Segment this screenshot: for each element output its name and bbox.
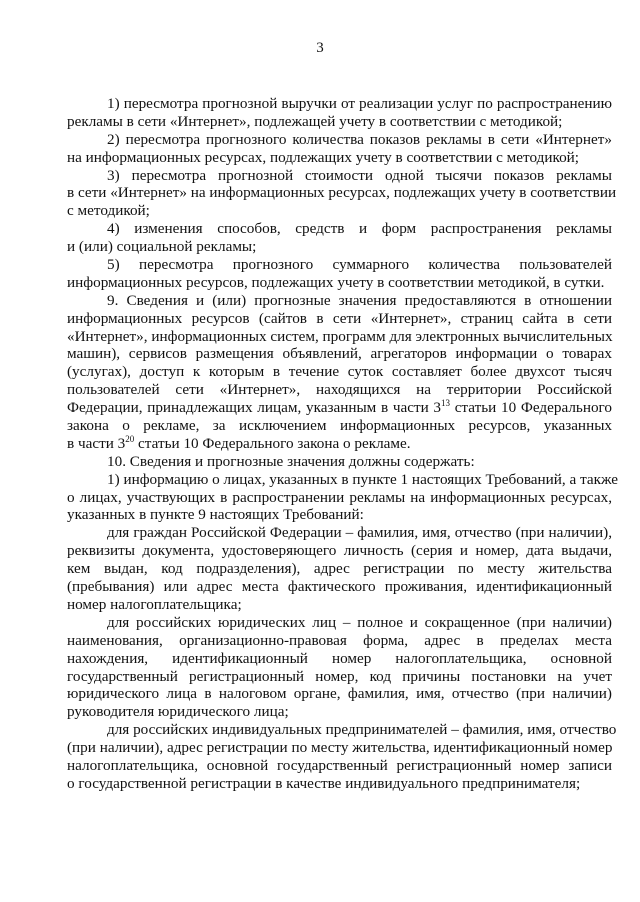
text-line-content: государственный регистрационный номер, код причины постановки на учет [67, 667, 612, 685]
text-line [67, 703, 612, 721]
text-line [67, 417, 612, 435]
text-line-content: указанных в пункте 9 настоящих Требований: [67, 506, 364, 524]
text-line-content: юридического лица в налоговом органе, фамилия, имя, отчество (при наличии) [67, 685, 612, 703]
text-line-content: кем выдан, код подразделения), адрес регистрации по месту жительства [67, 560, 612, 578]
text-line [67, 238, 612, 256]
text-line [67, 363, 612, 381]
text-line-content: о государственной регистрации в качестве индивидуального предпринимателя; [67, 774, 581, 792]
document-body [67, 95, 619, 793]
text-line-content: 4) изменения способов, средств и форм распространения рекламы [107, 220, 612, 238]
text-line-content: (услугах), доступ к которым в течение суток составляет более двухсот тысяч [67, 363, 612, 381]
text-line-content: с методикой; [67, 202, 150, 220]
text-line-content: для граждан Российской Федерации – фамилия, имя, отчество (при наличии), [107, 524, 612, 542]
text-line-content: о лицах, участвующих в распространении рекламы на информационных ресурсах, [67, 488, 612, 506]
page-number: 3 [316, 40, 324, 56]
text-line [67, 131, 612, 149]
superscript: 13 [441, 398, 450, 409]
text-line-content: для российских индивидуальных предпринимателей – фамилия, имя, отчество [107, 721, 617, 739]
text-line-content: 9. Сведения и (или) прогнозные значения предоставляются в отношении [107, 291, 612, 309]
text-line [67, 668, 612, 686]
text-line-content: для российских юридических лиц – полное и сокращенное (при наличии) [107, 613, 612, 631]
text-line-content: налогоплательщика, основной государственный регистрационный номер записи [67, 756, 612, 774]
text-line [67, 256, 612, 274]
text-line [67, 650, 612, 668]
text-line-content: 1) информацию о лицах, указанных в пункте 1 настоящих Требований, а также [107, 470, 619, 488]
text-line [67, 685, 612, 703]
text-line-content: (пребывания) или адрес места фактического проживания, идентификационный [67, 578, 612, 596]
text-line [67, 149, 612, 167]
text-line-content: 2) пересмотра прогнозного количества показов рекламы в сети «Интернет» [107, 130, 612, 148]
text-line-content: в сети «Интернет» на информационных ресурсах, подлежащих учету в соответствии [67, 184, 617, 202]
text-line-content: «Интернет», информационных систем, программ для электронных вычислительных [67, 327, 613, 345]
text-line [67, 739, 612, 757]
text-line-content: пользователей сети «Интернет», находящихся на территории Российской [67, 381, 612, 399]
text-line [67, 560, 612, 578]
text-line-content: и (или) социальной рекламы; [67, 238, 257, 256]
text-line [67, 489, 612, 507]
text-line [67, 274, 612, 292]
text-line-content: статьи 10 Федерального закона о рекламе. [134, 434, 411, 452]
text-line-content: реквизиты документа, удостоверяющего личность (серия и номер, дата выдачи, [67, 542, 612, 560]
text-line [67, 578, 612, 596]
text-line [67, 292, 612, 310]
text-line-content: номер налогоплательщика; [67, 595, 242, 613]
text-line [67, 184, 617, 202]
text-line [67, 345, 612, 363]
text-line [67, 399, 612, 417]
text-line [67, 202, 612, 220]
text-line [67, 95, 612, 113]
text-line [67, 506, 612, 524]
text-line [67, 310, 612, 328]
text-line-content: статьи 10 Федерального [450, 399, 612, 417]
text-line [67, 524, 612, 542]
text-line-content: информационных ресурсов (сайтов в сети «Интернет», страниц сайта в сети [67, 309, 612, 327]
text-line-content: 3) пересмотра прогнозной стоимости одной тысячи показов рекламы [107, 166, 612, 184]
text-line-content: нахождения, идентификационный номер налогоплательщика, основной [67, 649, 612, 667]
text-line [67, 721, 617, 739]
text-line-content: на информационных ресурсах, подлежащих учету в соответствии с методикой; [67, 148, 580, 166]
text-line-content: 10. Сведения и прогнозные значения должны содержать: [107, 452, 475, 470]
text-line [67, 775, 612, 793]
text-line-content: 1) пересмотра прогнозной выручки от реализации услуг по распространению [107, 95, 612, 112]
text-line [67, 542, 612, 560]
text-line [67, 220, 612, 238]
superscript: 20 [125, 433, 135, 444]
text-line [67, 757, 612, 775]
text-line [67, 167, 612, 185]
text-line [67, 453, 612, 471]
text-line-content: 5) пересмотра прогнозного суммарного количества пользователей [107, 256, 612, 274]
text-line-content: рекламы в сети «Интернет», подлежащей учету в соответствии с методикой; [67, 112, 563, 130]
text-line-content: информационных ресурсов, подлежащих учету в соответствии методикой, в сутки. [67, 273, 605, 291]
text-line-content: закона о рекламе, за исключением информационных ресурсов, указанных [67, 417, 612, 435]
text-line [67, 632, 612, 650]
text-line [67, 614, 612, 632]
text-line [67, 596, 612, 614]
text-line [67, 113, 612, 131]
text-line [67, 470, 619, 489]
text-line [67, 381, 612, 399]
text-line [67, 435, 612, 453]
text-line-content: (при наличии), адрес регистрации по месту жительства, идентификационный номер [67, 739, 613, 757]
text-line-content: Федерации, принадлежащих лицам, указанным в части 3 [67, 399, 441, 417]
text-line-content: машин), сервисов размещения объявлений, агрегаторов информации о товарах [67, 345, 612, 363]
text-line [67, 328, 612, 346]
text-line-content: наименования, организационно-правовая форма, адрес в пределах места [67, 631, 612, 649]
text-line-content: руководителя юридического лица; [67, 703, 289, 721]
text-line-content: в части 3 [67, 434, 126, 452]
